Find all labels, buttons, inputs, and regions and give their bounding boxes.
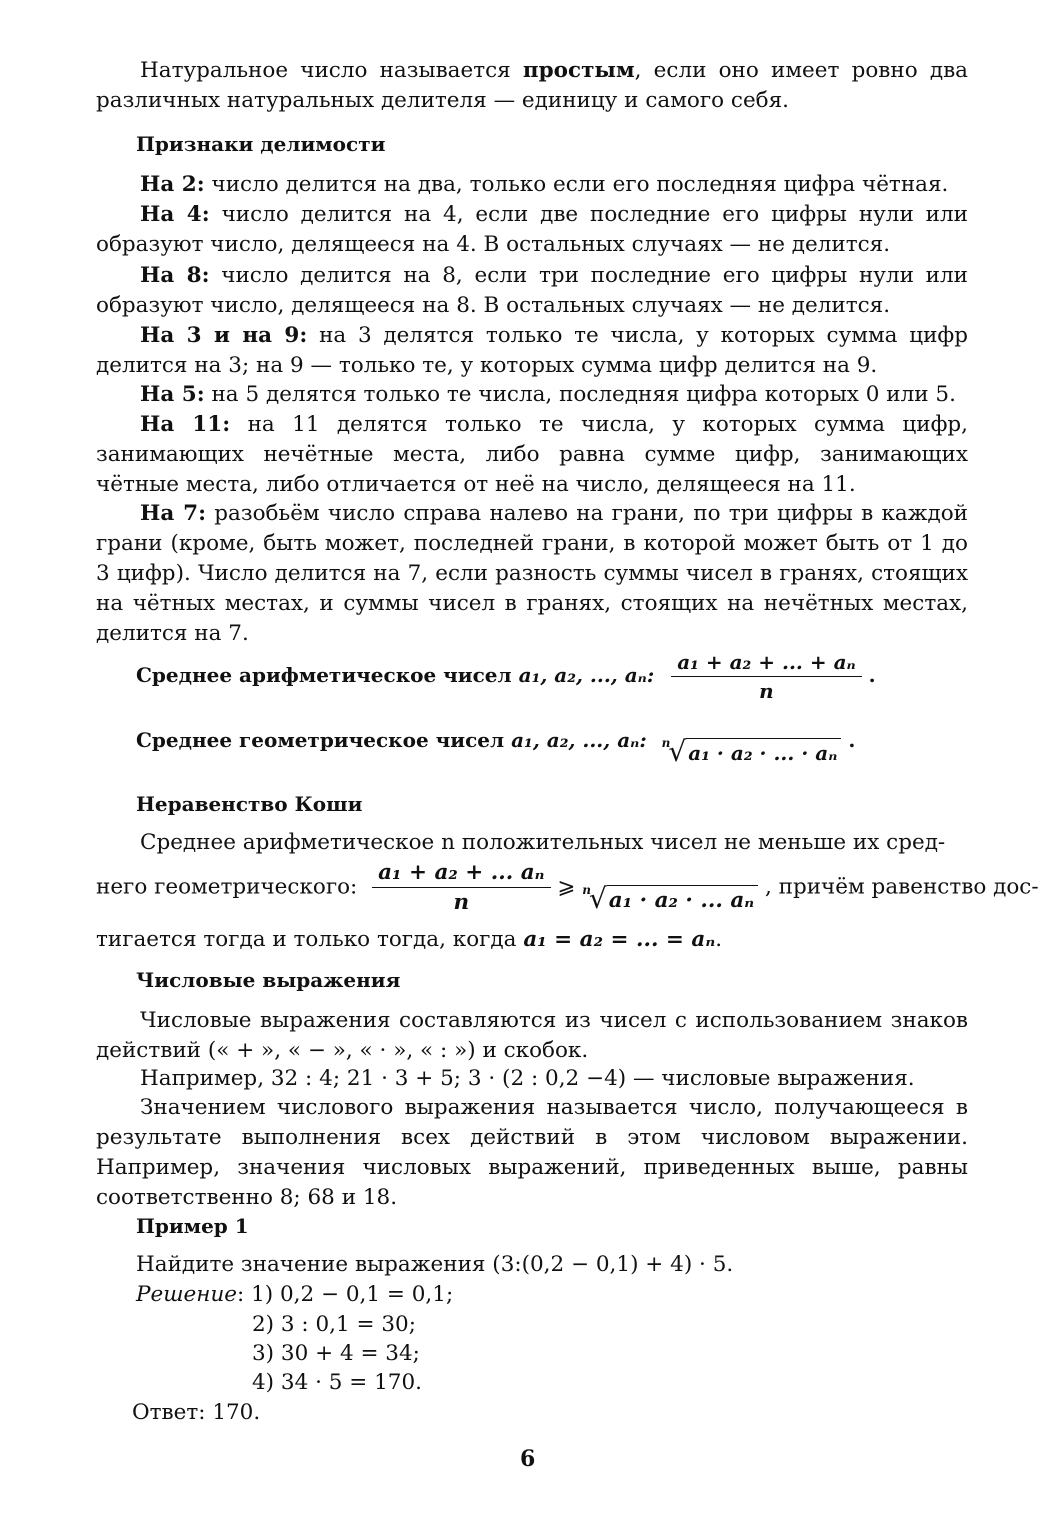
expressions-p2: Например, 32 : 4; 21 · 3 + 5; 3 · (2 : 0,2 −4) — числовые выражения. — [140, 1066, 915, 1091]
arithmetic-mean-formula: Среднее арифметическое чисел a₁, a₂, ..., aₙ: $\frac{\text{a₁ + a₂ + ... + aₙ}}{n}$ . — [136, 650, 876, 703]
cauchy-line-2: него геометрического: $\frac{\text{a₁ + a₂ + ... aₙ}}{n}$ ⩾ n √ a₁ · a₂ · ... aₙ , причём равенство дос- — [96, 860, 1039, 915]
rule-3-9: На 3 и на 9: на 3 делятся только те числа, у которых сумма цифр делится на 3; на 9 — только те, у которых сумма цифр делится на 9. — [96, 323, 969, 378]
example-heading: Пример 1 — [136, 1214, 249, 1238]
arithmetic-mean-fraction: $\frac{\text{a₁ + a₂ + ... + aₙ}}{n}$ — [671, 650, 862, 703]
geometric-mean-root: n √ a₁ · a₂ · ... · aₙ — [662, 738, 842, 766]
rule-8: На 8: число делится на 8, если три последние его цифры нули или образуют число, делящееся на 8. В остальных случаях — не делится. — [96, 263, 968, 318]
cauchy-fraction: $\frac{\text{a₁ + a₂ + ... aₙ}}{n}$ — [372, 860, 550, 915]
expressions-p3: Значением числового выражения называется число, получающееся в результате выполнения всех действий в этом числовом выражении. Например, значения числовых выражений, приведенных выше, равны соответственно 8; 68 и 18. — [96, 1095, 968, 1210]
expressions-p1: Числовые выражения составляются из чисел с использованием знаков действий (« + », « − », « · », « : ») и скобок. — [96, 1008, 968, 1063]
rule-11: На 11: на 11 делятся только те числа, у которых сумма цифр, занимающих нечётные места, либо равна сумме цифр, занимающих чётные места, либо отличается от неё на число, делящееся на 11. — [96, 412, 968, 497]
expressions-heading: Числовые выражения — [136, 968, 401, 992]
solution-step: 4) 34 · 5 = 170. — [252, 1370, 422, 1395]
geometric-mean-formula: Среднее геометрическое чисел a₁, a₂, ..., aₙ: n √ a₁ · a₂ · ... · aₙ . — [136, 728, 856, 768]
page-number: 6 — [520, 1446, 536, 1472]
cauchy-root: n √ a₁ · a₂ · ... aₙ — [582, 885, 758, 913]
cauchy-line-3: тигается тогда и только тогда, когда a₁ = a₂ = ... = aₙ. — [96, 927, 723, 952]
divisibility-heading: Признаки делимости — [136, 132, 386, 156]
rule-4: На 4: число делится на 4, если две последние его цифры нули или образуют число, делящееся на 4. В остальных случаях — не делится. — [96, 202, 968, 257]
answer: Ответ: 170. — [132, 1400, 261, 1425]
rule-2: На 2: число делится на два, только если его последняя цифра чётная. — [140, 172, 949, 197]
example-task: Найдите значение выражения (3:(0,2 − 0,1) + 4) · 5. — [136, 1252, 734, 1277]
cauchy-line-1: Среднее арифметическое n положительных чисел не меньше их сред- — [140, 830, 946, 855]
prime-definition: Натуральное число называется простым, если оно имеет ровно два различных натуральных делителя — единицу и самого себя. — [96, 58, 968, 113]
cauchy-heading: Неравенство Коши — [136, 792, 363, 816]
solution-step: 3) 30 + 4 = 34; — [252, 1341, 420, 1366]
rule-5: На 5: на 5 делятся только те числа, последняя цифра которых 0 или 5. — [140, 382, 956, 407]
rule-7: На 7: разобьём число справа налево на грани, по три цифры в каждой грани (кроме, быть может, последней грани, в которой может быть от 1 до 3 цифр). Число делится на 7, если разность суммы чисел в гранях, стоящих на чётных местах, и суммы чисел в гранях, стоящих на нечётных местах, делится на 7. — [96, 501, 968, 646]
solution-line: Решение: 1) 0,2 − 0,1 = 0,1; — [136, 1282, 454, 1307]
solution-step: 2) 3 : 0,1 = 30; — [252, 1312, 416, 1337]
